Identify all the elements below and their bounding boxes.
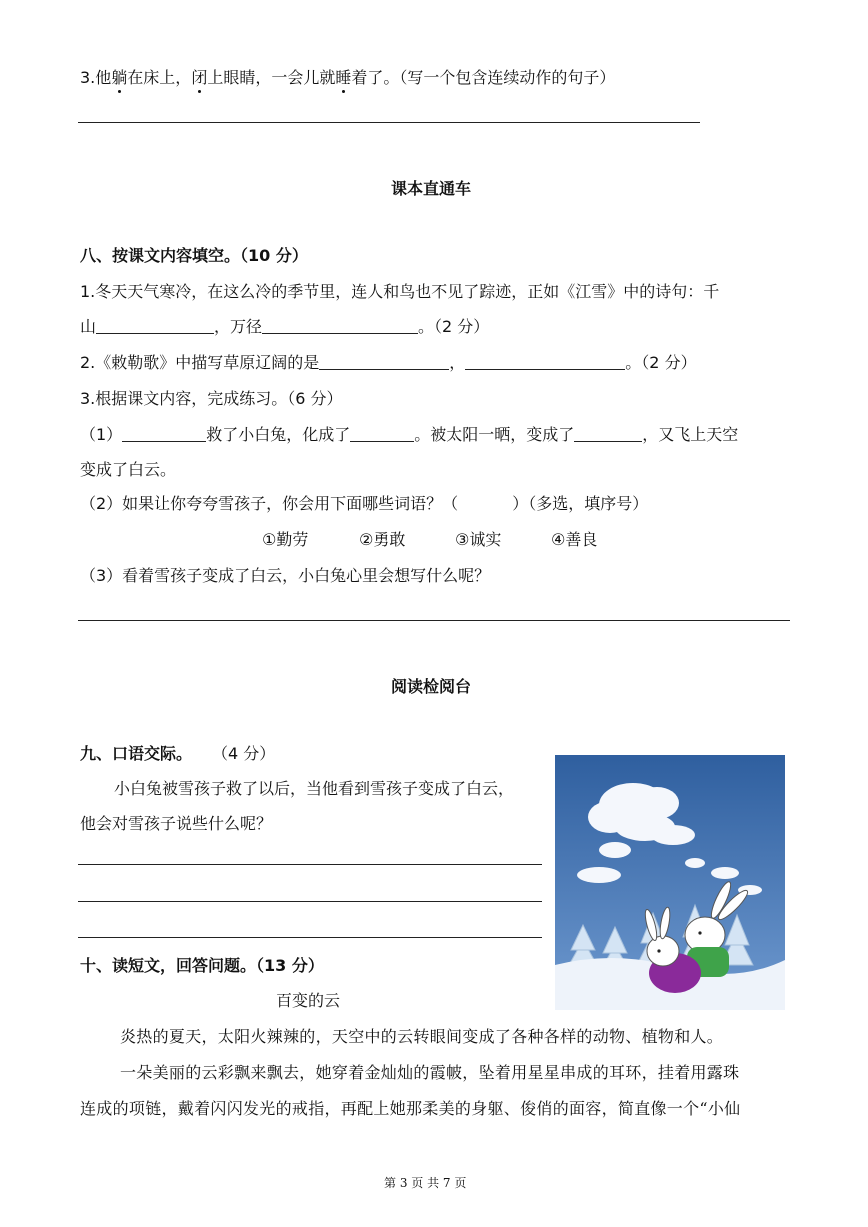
section-heading-textbook: 课本直通车 — [391, 179, 472, 198]
q8-item1-line2: 山 ，万径 。（2 分） — [80, 317, 490, 336]
q9-title-row: 九、口语交际。 （4 分） — [80, 744, 276, 763]
section-heading-reading: 阅读检阅台 — [391, 677, 472, 696]
fill-blank[interactable] — [465, 353, 625, 370]
answer-line — [78, 937, 542, 938]
q8-title: 八、按课文内容填空。（10 分） — [80, 246, 308, 265]
q8-sub1-line1: （1） 救了小白兔，化成了 。被太阳一晒，变成了 ，又飞上天空 — [80, 425, 739, 444]
passage-paragraph-1: 炎热的夏天，太阳火辣辣的，天空中的云转眼间变成了各种各样的动物、植物和人。 — [120, 1027, 724, 1046]
answer-line — [78, 620, 790, 621]
fill-blank[interactable] — [122, 425, 206, 442]
q8-item1-line1: 1.冬天天气寒冷，在这么冷的季节里，连人和鸟也不见了踪迹，正如《江雪》中的诗句：千 — [80, 282, 720, 301]
q10-title: 十、读短文，回答问题。（13 分） — [80, 956, 324, 975]
fill-blank[interactable] — [96, 317, 214, 334]
answer-line — [78, 901, 542, 902]
passage-paragraph-2-line2: 连成的项链，戴着闪闪发光的戒指，再配上她那柔美的身躯、俊俏的面容，简直像一个“小仙 — [80, 1099, 741, 1118]
q8-sub3: （3）看着雪孩子变成了白云，小白兔心里会想写什么呢？ — [80, 566, 491, 585]
passage-title: 百变的云 — [276, 991, 341, 1010]
q9-text-line1: 小白兔被雪孩子救了以后，当他看到雪孩子变成了白云， — [114, 779, 515, 798]
passage-paragraph-2-line1: 一朵美丽的云彩飘来飘去，她穿着金灿灿的霞帔，坠着用星星串成的耳环，挂着用露珠 — [120, 1063, 740, 1082]
q8-sub1-line2: 变成了白云。 — [80, 460, 177, 479]
answer-line — [78, 864, 542, 865]
answer-line — [78, 122, 700, 123]
q8-item2: 2.《敕勒歌》中描写草原辽阔的是 ， 。（2 分） — [80, 353, 697, 372]
page-footer: 第 3 页 共 7 页 — [384, 1176, 467, 1190]
q8-item3-title: 3.根据课文内容，完成练习。（6 分） — [80, 389, 343, 408]
q8-option-2: ②勇敢 — [359, 530, 406, 549]
q8-option-1: ①勤劳 — [262, 530, 309, 549]
fill-blank[interactable] — [262, 317, 418, 334]
q9-text-line2: 他会对雪孩子说些什么呢？ — [80, 814, 273, 833]
q8-option-3: ③诚实 — [455, 530, 502, 549]
fill-blank[interactable] — [350, 425, 414, 442]
q7-item3-sentence: 3.他躺在床上，闭上眼睛，一会儿就睡着了。（写一个包含连续动作的句子） — [80, 68, 616, 87]
q8-sub2: （2）如果让你夸夸雪孩子，你会用下面哪些词语？（ ）（多选，填序号） — [80, 494, 649, 513]
fill-blank[interactable] — [574, 425, 642, 442]
fill-blank[interactable] — [319, 353, 449, 370]
q8-option-4: ④善良 — [551, 530, 598, 549]
snow-rabbit-illustration — [555, 755, 785, 1010]
